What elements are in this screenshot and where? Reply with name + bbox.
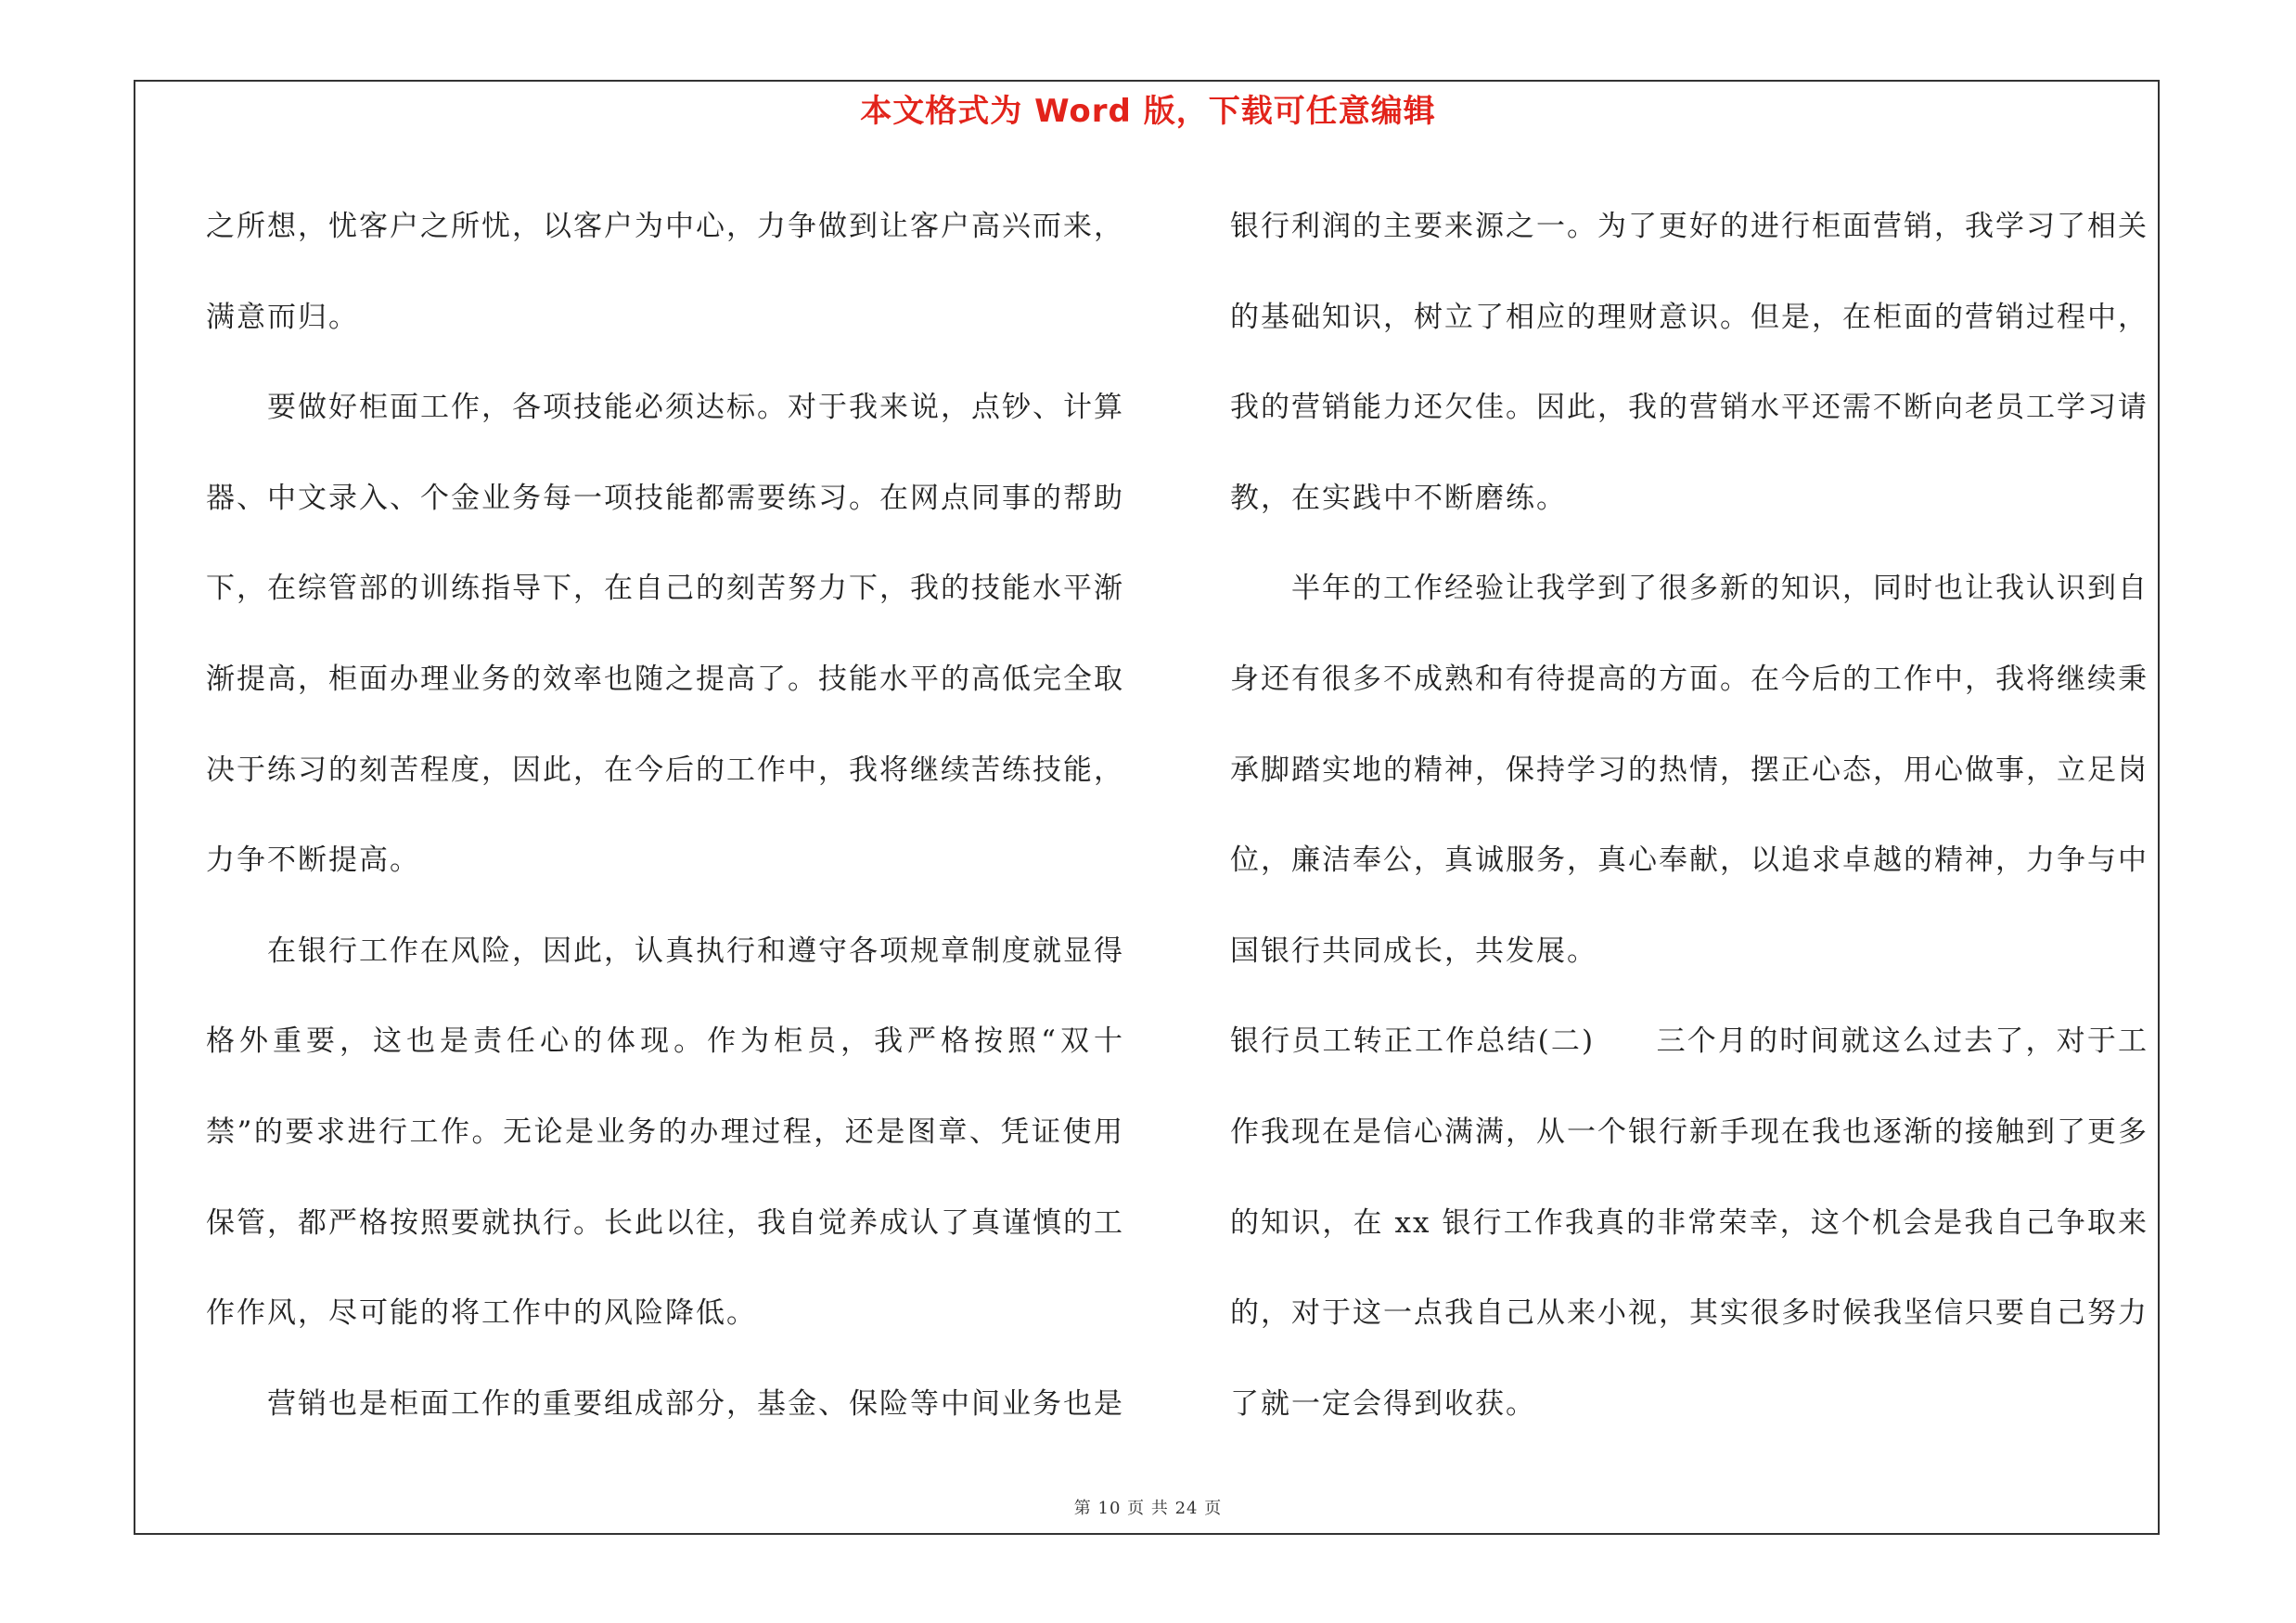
paragraph: 营销也是柜面工作的重要组成部分，基金、保险等中间业务也是 bbox=[267, 1386, 1124, 1421]
paragraph: 在银行工作在风险，因此，认真执行和遵守各项规章制度就显得格外重要，这也是责任心的体现。作为柜员，我严格按照“双十禁”的要求进行工作。无论是业务的办理过程，还是图章、凭证使用保管，都严格按照要就执行。长此以往，我自觉养成认了真谨慎的工作作风，尽可能的将工作中的风险降低。 bbox=[206, 934, 1124, 1331]
paragraph: 半年的工作经验让我学到了很多新的知识，同时也让我认识到自身还有很多不成熟和有待提高的方面。在今后的工作中，我将继续秉承脚踏实地的精神，保持学习的热情，摆正心态，用心做事，立足岗位，廉洁奉公，真诚服务，真心奉献，以追求卓越的精神，力争与中国银行共同成长，共发展。 bbox=[1230, 572, 2148, 968]
format-banner: 本文格式为 Word 版，下载可任意编辑 bbox=[860, 93, 1436, 130]
page-number: 第 10 页 共 24 页 bbox=[1073, 1499, 1223, 1518]
paragraph: 之所想，忧客户之所忧，以客户为中心，力争做到让客户高兴而来，满意而归。 bbox=[206, 210, 1124, 334]
right-column bbox=[1230, 182, 2148, 1449]
paragraph: 银行利润的主要来源之一。为了更好的进行柜面营销，我学习了相关的基础知识，树立了相应的理财意识。但是，在柜面的营销过程中，我的营销能力还欠佳。因此，我的营销水平还需不断向老员工学习请教，在实践中不断磨练。 bbox=[1230, 210, 2148, 515]
section-heading-paragraph: 银行员工转正工作总结(二) 三个月的时间就这么过去了，对于工作我现在是信心满满，从一个银行新手现在我也逐渐的接触到了更多的知识，在 xx 银行工作我真的非常荣幸，这个机会是我自己争取来的，对于这一点我自己从来小视，其实很多时候我坚信只要自己努力了就一定会得到收获。 bbox=[1230, 1024, 2148, 1421]
left-column bbox=[206, 182, 1124, 1449]
paragraph: 要做好柜面工作，各项技能必须达标。对于我来说，点钞、计算器、中文录入、个金业务每一项技能都需要练习。在网点同事的帮助下，在综管部的训练指导下，在自己的刻苦努力下，我的技能水平渐渐提高，柜面办理业务的效率也随之提高了。技能水平的高低完全取决于练习的刻苦程度，因此，在今后的工作中，我将继续苦练技能，力争不断提高。 bbox=[206, 391, 1124, 878]
